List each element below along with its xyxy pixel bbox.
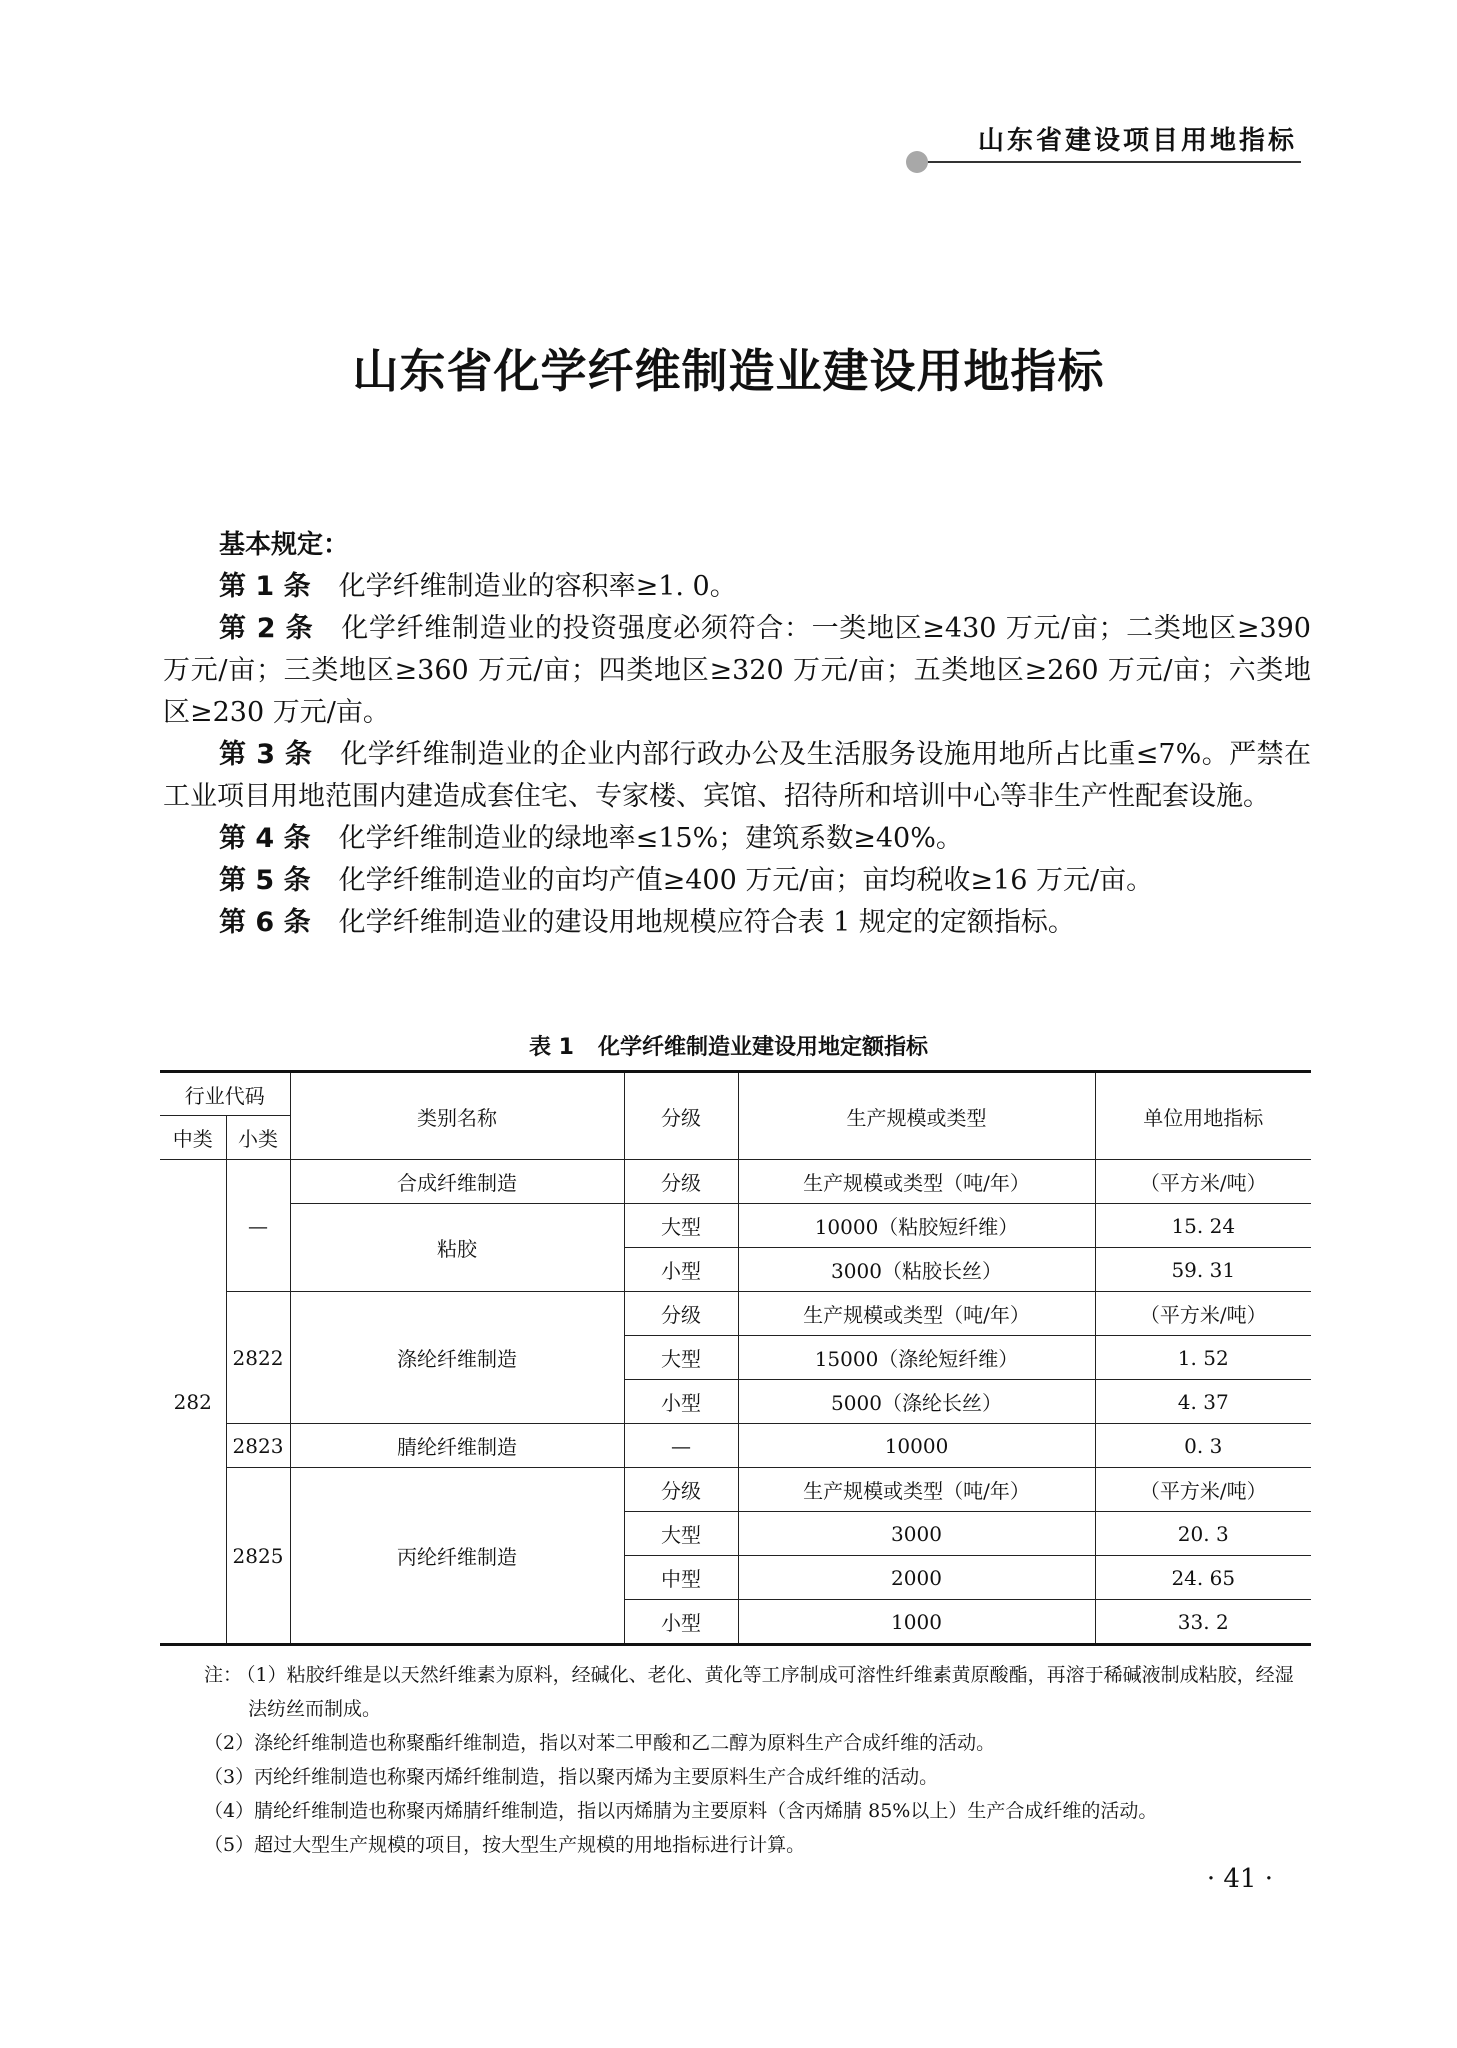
cell-scale: 生产规模或类型（吨/年） [738,1292,1095,1336]
cell-sub-code: 2823 [226,1424,290,1468]
running-header-title: 山东省建设项目用地指标 [977,126,1297,156]
header-industry-code: 行业代码 [160,1072,290,1116]
note-item: （2）涤纶纤维制造也称聚酯纤维制造，指以对苯二甲酸和乙二醇为原料生产合成纤维的活动。 [204,1732,996,1754]
cell-grade: 小型 [624,1380,738,1424]
article-number: 第 6 条 [219,907,311,938]
cell-index: 59. 31 [1095,1248,1311,1292]
land-quota-table [160,1070,1311,1646]
cell-grade: 分级 [624,1292,738,1336]
article-2 [163,608,1311,734]
article-number: 第 5 条 [219,865,311,896]
table-row [160,1204,1311,1248]
cell-scale: 生产规模或类型（吨/年） [738,1468,1095,1512]
cell-grade: 小型 [624,1248,738,1292]
cell-index: 20. 3 [1095,1512,1311,1556]
cell-grade: 分级 [624,1468,738,1512]
header-mid-class: 中类 [160,1116,226,1160]
cell-mid-code: 282 [160,1160,226,1645]
cell-scale: 10000（粘胶短纤维） [738,1204,1095,1248]
cell-category-name: 涤纶纤维制造 [290,1292,624,1424]
cell-grade: 分级 [624,1160,738,1204]
article-4 [163,818,1311,860]
table-row [160,1424,1311,1468]
cell-grade: 大型 [624,1512,738,1556]
cell-index: （平方米/吨） [1095,1468,1311,1512]
table-header-row [160,1072,1311,1116]
cell-scale: 3000 [738,1512,1095,1556]
header-rule [918,161,1301,163]
cell-grade: 大型 [624,1336,738,1380]
article-3 [163,734,1311,818]
header-grade: 分级 [624,1072,738,1160]
cell-scale: 5000（涤纶长丝） [738,1380,1095,1424]
table-notes [204,1658,1311,1862]
table-row [160,1292,1311,1336]
note-item: （4）腈纶纤维制造也称聚丙烯腈纤维制造，指以丙烯腈为主要原料（含丙烯腈 85%以上）生产合成纤维的活动。 [204,1800,1158,1822]
cell-grade: 中型 [624,1556,738,1600]
header-land-index: 单位用地指标 [1095,1072,1311,1160]
cell-index: 4. 37 [1095,1380,1311,1424]
article-text: 化学纤维制造业的建设用地规模应符合表 1 规定的定额指标。 [338,907,1075,938]
cell-category-name: 合成纤维制造 [290,1160,624,1204]
cell-category-name: 腈纶纤维制造 [290,1424,624,1468]
article-5 [163,860,1311,902]
table-row [160,1160,1311,1204]
cell-grade: 小型 [624,1600,738,1645]
cell-scale: 1000 [738,1600,1095,1645]
cell-scale: 2000 [738,1556,1095,1600]
cell-index: （平方米/吨） [1095,1160,1311,1204]
article-1 [163,566,1311,608]
cell-category-name: 丙纶纤维制造 [290,1468,624,1645]
article-text: 化学纤维制造业的容积率≥1. 0。 [338,571,737,602]
regulations-body [163,524,1311,944]
header-category-name: 类别名称 [290,1072,624,1160]
cell-sub-code: 2822 [226,1292,290,1424]
cell-index: 15. 24 [1095,1204,1311,1248]
cell-grade: 大型 [624,1204,738,1248]
article-number: 第 3 条 [219,739,313,770]
cell-index: 1. 52 [1095,1336,1311,1380]
notes-label: 注： [204,1664,243,1686]
cell-index: 0. 3 [1095,1424,1311,1468]
table-caption-title: 化学纤维制造业建设用地定额指标 [597,1035,928,1060]
cell-scale: 15000（涤纶短纤维） [738,1336,1095,1380]
header-dot-ornament [906,151,928,173]
document-title: 山东省化学纤维制造业建设用地指标 [352,344,1105,398]
article-number: 第 2 条 [219,613,314,644]
cell-scale: 3000（粘胶长丝） [738,1248,1095,1292]
cell-grade: — [624,1424,738,1468]
table-caption [0,1030,1457,1061]
note-text: （1）粘胶纤维是以天然纤维素为原料，经碱化、老化、黄化等工序制成可溶性纤维素黄原酸酯，再溶于稀碱液制成粘胶，经湿法纺丝而制成。 [246,1664,1294,1720]
table-caption-number: 表 1 [529,1035,574,1060]
article-number: 第 4 条 [219,823,311,854]
article-text: 化学纤维制造业的亩均产值≥400 万元/亩；亩均税收≥16 万元/亩。 [338,865,1154,896]
cell-index: （平方米/吨） [1095,1292,1311,1336]
section-heading: 基本规定： [219,530,350,560]
article-text: 化学纤维制造业的投资强度必须符合：一类地区≥430 万元/亩；二类地区≥390 万元/亩；三类地区≥360 万元/亩；四类地区≥320 万元/亩；五类地区≥260 万元/亩；六类地区≥230 万元/亩。 [163,613,1311,728]
note-item: （3）丙纶纤维制造也称聚丙烯纤维制造，指以聚丙烯为主要原料生产合成纤维的活动。 [204,1766,939,1788]
cell-index: 24. 65 [1095,1556,1311,1600]
cell-scale: 10000 [738,1424,1095,1468]
page-number: · 41 · [1206,1864,1273,1894]
table-row [160,1468,1311,1512]
article-number: 第 1 条 [219,571,311,602]
article-6 [163,902,1311,944]
article-text: 化学纤维制造业的企业内部行政办公及生活服务设施用地所占比重≤7%。严禁在工业项目用地范围内建造成套住宅、专家楼、宾馆、招待所和培训中心等非生产性配套设施。 [163,739,1311,812]
note-item: （5）超过大型生产规模的项目，按大型生产规模的用地指标进行计算。 [204,1834,806,1856]
cell-sub-code: 2825 [226,1468,290,1645]
header-sub-class: 小类 [226,1116,290,1160]
cell-category-name: 粘胶 [290,1204,624,1292]
header-scale-type: 生产规模或类型 [738,1072,1095,1160]
note-item [204,1658,1311,1726]
cell-scale: 生产规模或类型（吨/年） [738,1160,1095,1204]
article-text: 化学纤维制造业的绿地率≤15%；建筑系数≥40%。 [338,823,963,854]
cell-sub-code: — [226,1160,290,1292]
cell-index: 33. 2 [1095,1600,1311,1645]
